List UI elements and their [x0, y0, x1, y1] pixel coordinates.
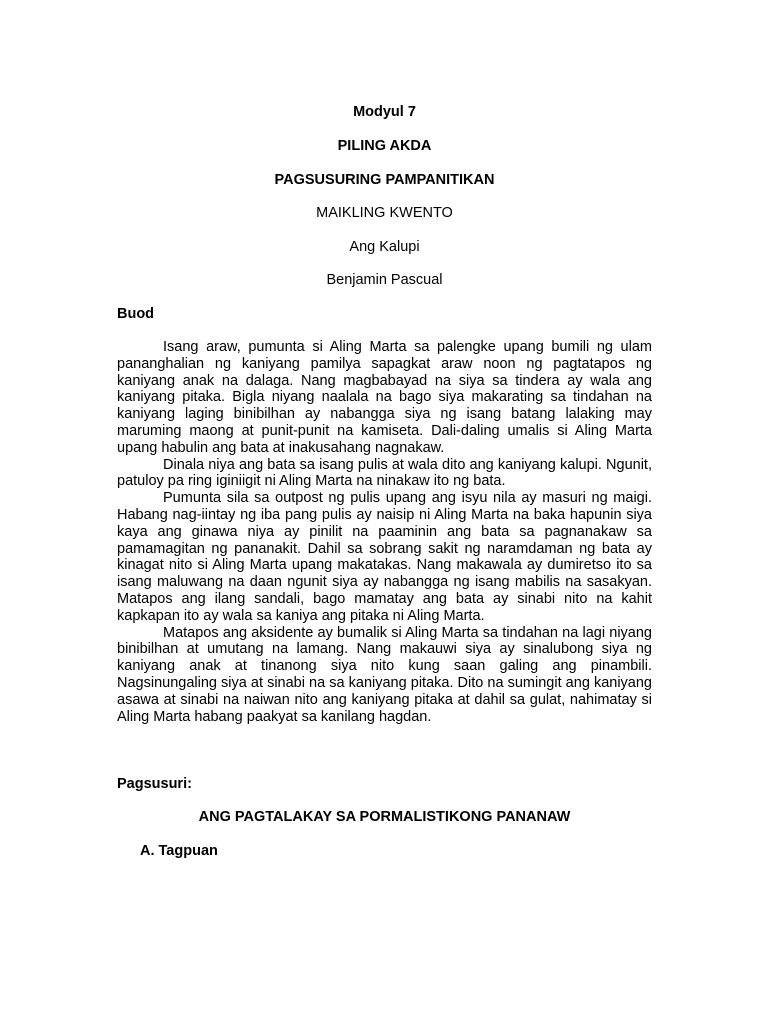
summary-paragraph: Isang araw, pumunta si Aling Marta sa palengke upang bumili ng ulam pananghalian ng kaniyang pamilya sapagkat araw noon ng pagtatapos ng kaniyang anak na dalaga. Nang magbabayad na siya sa tindera ay wala ang kaniyang pitaka. Bigla niyang naalala na bago siya makarating sa tindahan na kaniyang laging binibilhan ay nabangga siya ng isang batang lalaking may maruming maong at punit-punit na kamiseta. Dali-daling umalis si Aling Marta upang habulin ang bata at inakusahang nagnakaw.	[117, 339, 652, 456]
analysis-heading: Pagsusuri:	[117, 776, 192, 792]
summary-heading: Buod	[117, 306, 155, 322]
analysis-subheading: ANG PAGTALAKAY SA PORMALISTIKONG PANANAW	[198, 809, 571, 825]
subject-title: PAGSUSURING PAMPANITIKAN	[274, 172, 495, 188]
summary-paragraph: Matapos ang aksidente ay bumalik si Aling Marta sa tindahan na lagi niyang binibilhan at umutang na lamang. Nang makauwi siya ay sinalubong siya ng kaniyang anak at tinanong siya nito kung saan galing ang pinambili. Nagsinungaling siya at sinabi na sa kaniyang pitaka. Dito na sumingit ang kaniyang asawa at sinabi na naiwan nito ang kaniyang pitaka at dahil sa gulat, nahimatay si Aling Marta habang paakyat sa kanilang hagdan.	[117, 624, 652, 725]
section-title: PILING AKDA	[337, 138, 432, 154]
story-title: Ang Kalupi	[349, 239, 420, 255]
setting-item: A. Tagpuan	[140, 843, 218, 859]
document-page	[117, 0, 652, 1024]
summary-paragraph: Pumunta sila sa outpost ng pulis upang ang isyu nila ay masuri ng maigi. Habang nag-iintay ng iba pang pulis ay naisip ni Aling Marta na baka hapunin siya kaya ang ginawa niya ay pinilit na paaminin ang bata sa pagnanakaw sa pamamagitan ng pananakit. Dahil sa sobrang sakit ng naramdaman ng bata ay kinagat nito si Aling Marta upang makatakas. Nang makawala ay dumiretso ito sa isang maluwang na daan ngunit siya ay nabangga ng isang mabilis na sasakyan. Matapos ang ilang sandali, bago mamatay ang bata ay sinabi nito na kahit kapkapan ito ay wala sa kaniya ang pitaka ni Aling Marta.	[117, 490, 652, 624]
summary-paragraph: Dinala niya ang bata sa isang pulis at wala dito ang kaniyang kalupi. Ngunit, patuloy pa ring iginiigit ni Aling Marta na ninakaw ito ng bata.	[117, 456, 652, 490]
module-number: Modyul 7	[353, 104, 416, 120]
author-name: Benjamin Pascual	[326, 272, 443, 288]
genre-label: MAIKLING KWENTO	[316, 205, 453, 221]
summary-body	[117, 339, 652, 725]
